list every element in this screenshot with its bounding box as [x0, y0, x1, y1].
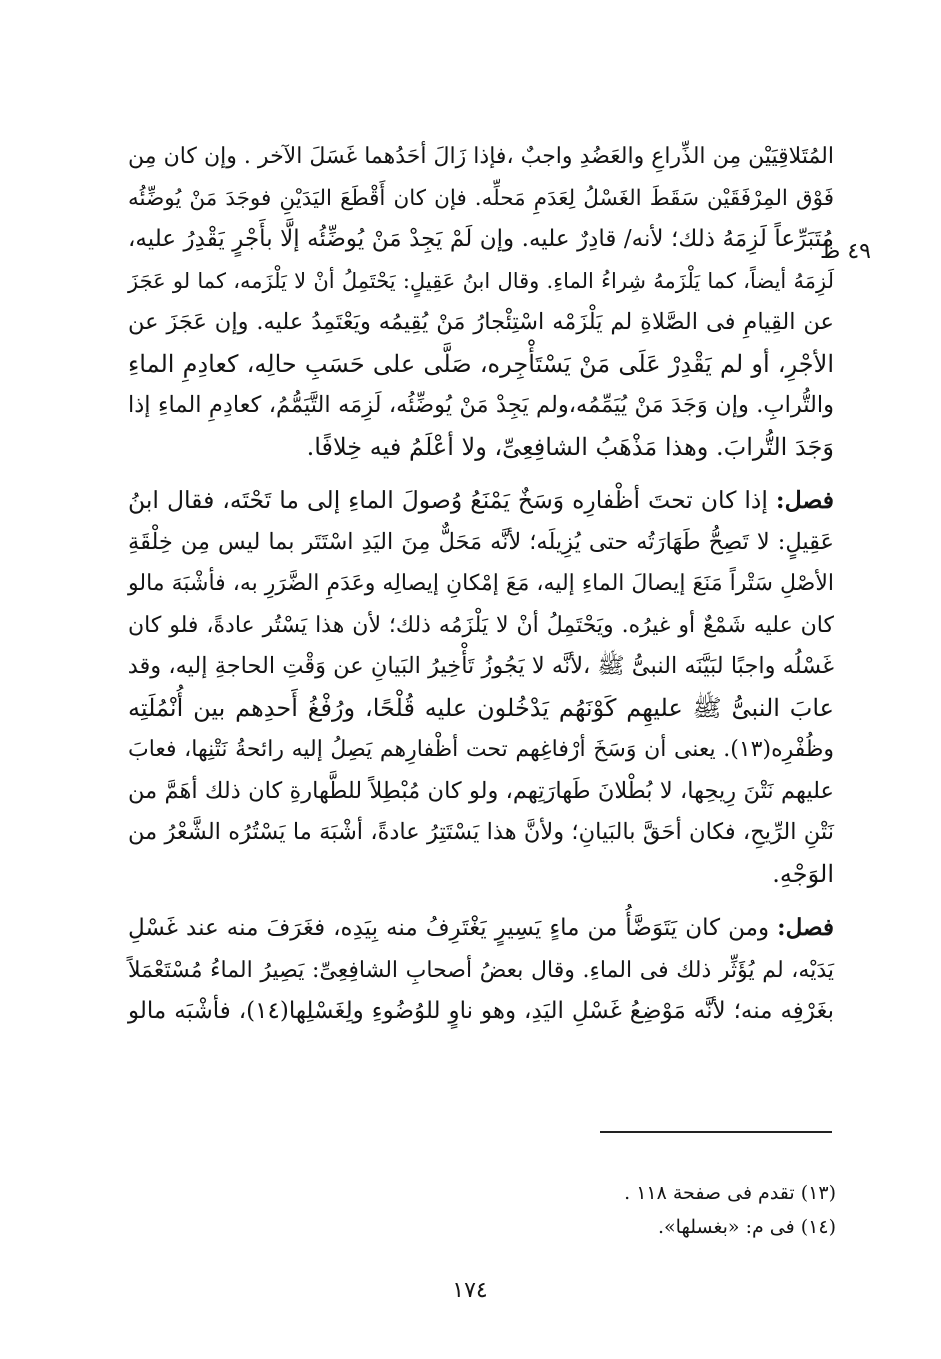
paragraph-3 [128, 907, 834, 1033]
text-line: الأصْلِ سَتْراً مَنَعَ إيصالَ الماءِ إليه، مَعَ إمْكانِ إيصالِه وعَدَمِ الضَّرَرِ به، فأشْبَهَ مالو [128, 571, 834, 596]
text-line: الأجْرِ، أو لم يَقْدِرْ عَلَى مَنْ يَسْتَأْجِره، صَلَّى على حَسَبِ حالِه، كعادِمِ الماءِ [128, 349, 834, 378]
text-line: الوَجْهِ. [772, 859, 834, 888]
text-line: بغَرْفِه منه؛ لأنَّه مَوْضِعُ غَسْلِ اليَدِ، وهو ناوٍ للوُضُوءِ ولِغَسْلِها(١٤)، فأشْبَه مالو [128, 998, 834, 1024]
text-line: عليهم نَتْنَ رِيحِها، لا بُطْلانَ طَهارَتِهم، ولو كان مُبْطِلاً للطَّهارةِ كان ذلك أهَمَّ من [128, 777, 834, 804]
paragraph-1 [128, 136, 834, 468]
footnotes [480, 1176, 836, 1244]
text-line: فَوْق المِرْفَقَيْن سَقَطَ الغَسْلُ لِعَدَمِ مَحلِّه. فإن كان أَقْطَعَ اليَدَيْنِ فوجَدَ مَنْ يُوضِّئُه [128, 185, 834, 211]
text-line-with-heading [128, 480, 834, 522]
text-line: عَقِيلٍ: لا تَصِحُّ طَهَارَتُه حتى يُزِيلَه؛ لأنَّه مَحَلٌّ مِنَ اليَدِ اسْتَتَر بما ليس مِن خِلْقَةِ [128, 528, 834, 555]
page-number: ١٧٤ [452, 1278, 488, 1303]
main-text [128, 136, 834, 1033]
text-line: مُتَبَرِّعاً لَزِمَهُ ذلك؛ لأنه/ قادِرٌ عليه. وإن لَمْ يَجِدْ مَنْ يُوضِّئُه إلَّا بأَجْرٍ يَقْدِرُ عليه، [128, 226, 834, 252]
footnote: (١٤) فى م: «بغسلها». [658, 1216, 836, 1238]
paragraph-2 [128, 480, 834, 895]
footnote-divider [600, 1131, 832, 1133]
manuscript-folio-note: ٤٩ ظ [820, 239, 871, 264]
text-line: يَدَيْه، لم يُؤَثِّر ذلك فى الماءِ. وقال بعضُ أصحابِ الشافِعِىِّ: يَصِيرُ الماءُ مُسْتَعْمَلاً [128, 957, 834, 983]
footnote: (١٣) تقدم فى صفحة ١١٨ . [624, 1182, 836, 1204]
text-line: كان عليه شَمْعٌ أو غيرُه. ويَحْتَمِلُ أنْ لا يَلْزَمُه ذلك؛ لأن هذا يَسْتُر عادةً، فلو كان [128, 612, 834, 638]
text-line: إذا كان تحتَ أظْفارِه وَسَخٌ يَمْنَعُ وُصولَ الماءِ إلى ما تَحْتَه، فقال ابنُ [128, 486, 768, 514]
text-line: وظُفْرِه(١٣). يعنى أن وَسَخَ أرْفاغِهم تحت أظْفارِهم يَصِلُ إليه رائحةُ نَتْنِها، فعابَ [128, 737, 834, 762]
section-heading: فصل: [777, 914, 834, 941]
text-line: المُتَلاقِيَيْن مِن الذِّراعِ والعَضُدِ واجبٌ ،فإذا زَالَ أحَدُهما غَسَلَ الآخر . وإن كان مِن [128, 144, 834, 169]
section-heading: فصل: [775, 486, 834, 514]
text-line: ومن كان يَتَوَضَّأُ من ماءٍ يَسِيرٍ يَغْتَرِفُ منه بِيَدِه، فغَرَفَ منه عند غَسْلِ [128, 915, 770, 941]
text-line-with-heading [128, 907, 834, 950]
text-line: لَزِمَهُ أيضاً، كما يَلْزَمهُ شِراءُ الماءِ. وقال ابنُ عَقِيلٍ: يَحْتَمِلُ أنْ لا يَلْزَمه، كما لو عَجَزَ [128, 268, 834, 293]
text-line: وَجَدَ التُّرابَ. وهذا مَذْهَبُ الشافِعِىِّ، ولا أعْلَمُ فيه خِلافًا. [306, 432, 834, 461]
text-line: والتُّرابِ. وإن وَجَدَ مَنْ يُيَمِّمُه،ولم يَجِدْ مَنْ يُوضِّئُه، لَزِمَه التَّيَمُّمُ، كعادِمِ الماءِ إذا [128, 392, 834, 418]
text-line: نَتْنِ الرِّيحِ، فكان أحَقَّ بالبَيانِ؛ ولأنَّ هذا يَسْتَتِرُ عادةً، أشْبَهَ ما يَسْتُرُه الشَّعْرُ من [128, 819, 834, 845]
text-line: غَسْلُه واجبًا لبَيَّنَه النبىُّ ﷺ ،لأنَّه لا يَجُوزُ تَأْخِيرُ البَيانِ عن وَقْتِ الحاجةِ إليه، وقد [127, 653, 834, 679]
text-line: عن القِيامِ فى الصَّلاةِ لم يَلْزَمْه اسْتِئْجارُ مَنْ يُقِيمُه ويَعْتَمِدُ عليه. وإن عَجَزَ عن [128, 309, 834, 335]
text-line: عابَ النبىُّ ﷺ عليهِم كَوْنَهُم يَدْخُلون عليه قُلْحًا، ورُفْغُ أَحدِهم بين أُنْمُلَتِه [128, 693, 834, 722]
